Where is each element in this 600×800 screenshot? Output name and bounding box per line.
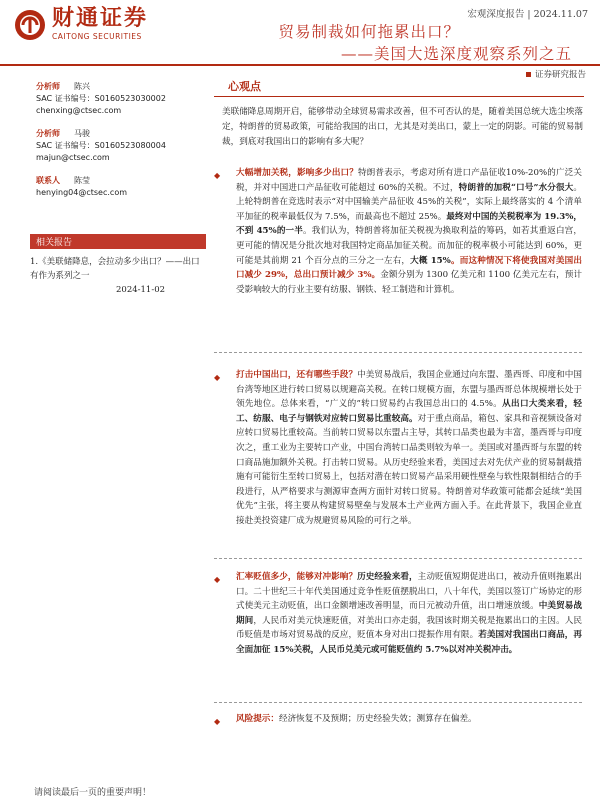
- section-divider: [214, 352, 582, 353]
- contact-name: 陈莹: [74, 176, 90, 185]
- related-report-item[interactable]: [30, 255, 206, 297]
- section-heading: 风险提示：: [236, 714, 279, 724]
- section-text: 特朗普表示，考虑对所有进口产品征收10%-20%的广泛关税，并对中国进口产品征收可能超过 60%的关税。不过，: [236, 168, 582, 193]
- diamond-bullet-icon: ◆: [214, 717, 221, 726]
- section-body: [214, 570, 582, 658]
- section-text: 。而这种情况下将使我国对美国出口减少 29%，总出口预计减少 3%。: [236, 255, 582, 281]
- section-tariff: [214, 166, 582, 297]
- section-text: 中美贸易战期间: [236, 601, 582, 626]
- analyst-email[interactable]: chenxing@ctsec.com: [36, 106, 122, 115]
- brand-name-en: CAITONG SECURITIES: [52, 32, 142, 41]
- section-text: 大概 15%: [410, 255, 451, 266]
- department-text: 证券研究报告: [534, 70, 586, 80]
- section-paragraph: [236, 570, 582, 658]
- square-bullet-icon: [526, 72, 531, 77]
- contact-role: 联系人: [36, 175, 60, 185]
- section-text: 历史经验来看，: [357, 572, 418, 582]
- key-views: [214, 78, 584, 150]
- report-subtitle: ——美国大选深度观察系列之五: [340, 45, 572, 63]
- section-text: 金额分别为 1300 亿美元和 1100 亿美元左右，预计受影响较大的行业主要有纺服、钢铁、轻工制造和计算机。: [236, 270, 582, 295]
- section-heading: 打击中国出口，还有哪些手段？: [236, 370, 358, 380]
- section-exchange-rate: [214, 570, 582, 658]
- analyst-role: 分析师: [36, 81, 60, 91]
- section-body: [214, 712, 582, 727]
- section-text: 中美贸易战后，我国企业通过向东盟、墨西哥、印度和中国台湾等地区进行转口贸易以规避高关税。在转口规模方面，东盟与墨西哥总体规模增长处于领先地位。总体来看，“广义的”转口贸易约占我国总出口的 4.5%。: [236, 370, 582, 410]
- analyst-sac: SAC 证书编号：S0160523080004: [36, 141, 166, 150]
- analyst-name: 陈兴: [74, 82, 90, 91]
- section-body: [214, 368, 582, 529]
- section-paragraph: [236, 712, 582, 727]
- analyst-name: 马骏: [74, 129, 90, 138]
- section-heading: 大幅增加关税，影响多少出口？: [236, 168, 358, 178]
- intro-paragraph: 美联储降息周期开启，能够带动全球贸易需求改善，但不可否认的是，随着美国总统大选尘埃落定，特朗普的贸易政策，可能给我国的出口，尤其是对美出口，蒙上一定的阴影。可能的贸易制裁，到底对我国出口的影响有多大呢？: [222, 107, 583, 147]
- contact-card: [36, 174, 206, 199]
- section-risk: [214, 712, 582, 727]
- section-paragraph: [236, 368, 582, 529]
- section-divider: [214, 558, 582, 559]
- header-divider: [0, 64, 600, 66]
- analyst-sac: SAC 证书编号：S0160523030002: [36, 94, 166, 103]
- analyst-role: 分析师: [36, 128, 60, 138]
- report-title: 贸易制裁如何拖累出口？: [278, 23, 460, 41]
- related-report-date: 2024-11-02: [116, 285, 166, 295]
- contact-email[interactable]: henying04@ctsec.com: [36, 188, 127, 197]
- section-text: 。我们认为，特朗普将加征关税视为换取利益的筹码，如若其重返白宫，更可能的情况是分批次地对我国特定商品加征关税。而加征的税率极小可能达到 60%，更可能是其前期 21 个百分点的三分之一左右，: [236, 226, 582, 266]
- section-text: 对于重点商品，箱包、家具和音视频设备对应转口贸易比重较高。当前转口贸易以东盟占主导，其转口品类也最为丰富，墨西哥与印度次之，重工业为主要转口产业，中国台湾转口品类则较为单一。美国或对墨西哥与东盟的转口商品施加额外关税。打击转口贸易。从历史经验来看，美国过去对先伏产业的贸易制裁措施有可能衍生至转口贸易上，包括对潜在转口贸易产品采用硬性壁垒与软性限制相结合的手段进行，从严格要求与测源审查两方面针对转口贸易。特朗普对华政策可能都会延续“美国优先”主张，将主要从构建贸易壁垒与发展本土产业两方面入手。在此背景下，我国企业直接赴美投资建厂成为规避贸易风险的可行之举。: [236, 413, 582, 526]
- related-reports-heading: 相关报告: [30, 234, 206, 249]
- section-text: ，人民币对美元快速贬值，对美出口亦走弱，我国该时期关税是拖累出口的主因。人民币贬值是市场对贸易战的反应，贬值本身对出口提振作用有限。: [236, 615, 582, 641]
- brand-name-cn: 财通证券: [52, 6, 149, 31]
- section-text: 若美国对我国出口商品，再全面加征 15%关税，人民币兑美元或可能贬值约 5.7%以对冲关税冲击。: [236, 630, 582, 655]
- disclaimer-footer: 请阅读最后一页的重要声明！: [34, 788, 152, 798]
- report-type: 宏观深度报告 | 2024.11.07: [467, 9, 588, 20]
- key-views-heading: 心观点: [214, 78, 584, 97]
- diamond-bullet-icon: ◆: [214, 373, 221, 382]
- related-reports: [30, 234, 206, 297]
- section-text: 。上轮特朗普在竞选时表示“对中国输美产品征收 45%的关税”，实际上最终落实的 4 个清单平加征的税率最低仅为 7.5%，而最高也不超过 25%。: [236, 182, 582, 222]
- section-body: [214, 166, 582, 297]
- caitong-logo-icon: [14, 9, 46, 41]
- section-text: 最终对中国的关税税率为 19.3%，不到 45%的一半: [236, 211, 582, 237]
- brand: [14, 8, 148, 41]
- section-text: 特朗普的加税“口号”水分很大: [458, 182, 574, 193]
- diamond-bullet-icon: ◆: [214, 575, 221, 584]
- section-text: 从出口大类来看，轻工、纺服、电子与钢铁对应转口贸易比重较高。: [236, 399, 582, 424]
- section-text: 主动贬值短期促进出口，被动升值则拖累出口。二十世纪三十年代美国通过竞争性贬值摆脱出口，八十年代，美国以签订广场协定的形式使美元主动贬值，出口金额增速改善明显，而日元被动升值，出口增速放缓。: [236, 572, 582, 612]
- analyst-panel: [36, 80, 206, 209]
- analyst-email[interactable]: majun@ctsec.com: [36, 153, 110, 162]
- diamond-bullet-icon: ◆: [214, 171, 221, 180]
- section-heading: 汇率贬值多少，能够对冲影响？: [236, 572, 358, 582]
- section-paragraph: [236, 166, 582, 297]
- section-transshipment: [214, 368, 582, 529]
- section-text: 经济恢复不及预期；历史经验失效；测算存在偏差。: [278, 714, 477, 724]
- analyst-card: [36, 80, 206, 117]
- related-report-title[interactable]: 1.《美联储降息，会拉动多少出口？——出口有作为系列之一: [30, 257, 200, 281]
- section-divider: [214, 702, 582, 703]
- analyst-card: [36, 127, 206, 164]
